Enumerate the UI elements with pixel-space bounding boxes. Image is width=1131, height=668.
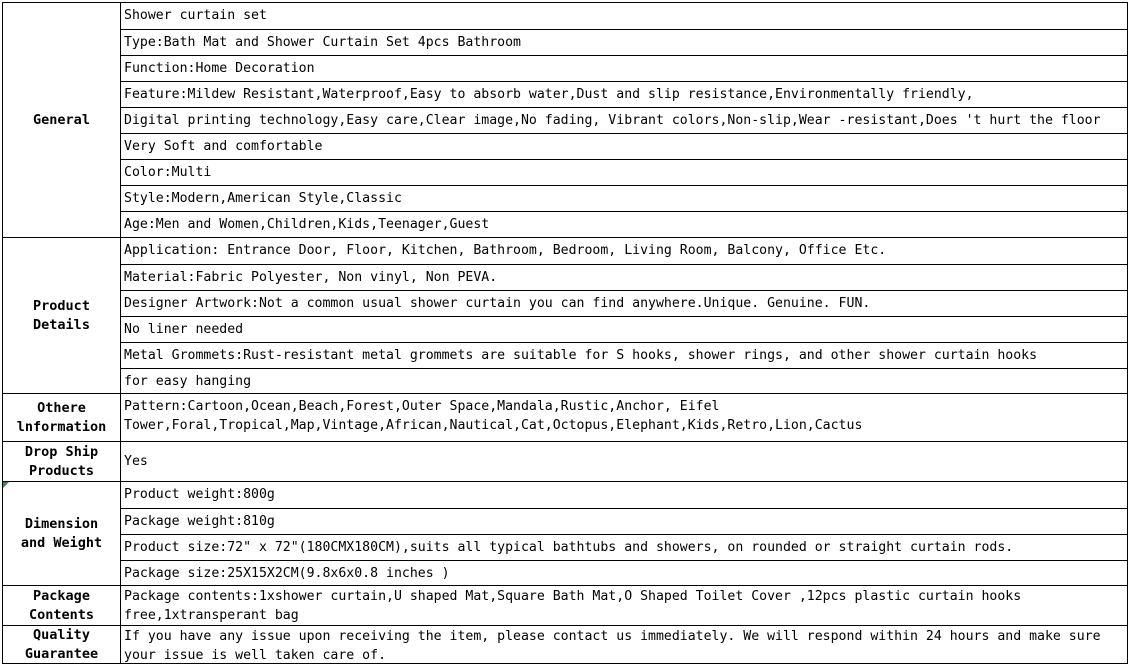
section-rows — [121, 394, 1127, 441]
spec-table — [2, 2, 1128, 664]
section-label: Dimension and Weight — [3, 482, 121, 585]
table-row: Application: Entrance Door, Floor, Kitchen, Bathroom, Bedroom, Living Room, Balcony, Office Etc. — [124, 243, 887, 258]
table-row: Package size:25X15X2CM(9.8x6x0.8 inches ) — [121, 560, 1127, 586]
section-label: Drop Ship Products — [3, 442, 121, 481]
section-label: Product Details — [3, 238, 121, 393]
table-row: Type:Bath Mat and Shower Curtain Set 4pcs Bathroom — [121, 29, 1127, 55]
section-other-information — [3, 393, 1127, 441]
section-dimension-weight — [3, 481, 1127, 585]
table-row: Color:Multi — [121, 159, 1127, 185]
table-row: for easy hanging — [121, 368, 1127, 394]
table-row: Designer Artwork:Not a common usual shower curtain you can find anywhere.Unique. Genuine. FUN. — [121, 290, 1127, 316]
section-rows — [121, 3, 1127, 237]
table-row: Style:Modern,American Style,Classic — [121, 185, 1127, 211]
section-label: Quality Guarantee — [3, 626, 121, 663]
table-row: Very Soft and comfortable — [121, 133, 1127, 159]
table-row: Package weight:810g — [121, 508, 1127, 534]
section-product-details — [3, 237, 1127, 393]
section-quality-guarantee — [3, 625, 1127, 663]
section-label: Package Contents — [3, 586, 121, 625]
section-rows — [121, 442, 1127, 481]
table-row: Function:Home Decoration — [121, 55, 1127, 81]
table-row: Shower curtain set — [124, 8, 267, 23]
section-drop-ship — [3, 441, 1127, 481]
section-label: General — [3, 3, 121, 237]
table-row: Product size:72" x 72"(180CMX180CM),suits all typical bathtubs and showers, on rounded or straight curtain rods. — [121, 534, 1127, 560]
table-row: Package contents:1xshower curtain,U shaped Mat,Square Bath Mat,O Shaped Toilet Cover ,12pcs plastic curtain hooks free,1xtransperant bag — [124, 589, 1022, 623]
section-rows — [121, 238, 1127, 393]
section-rows — [121, 626, 1127, 663]
table-row: Age:Men and Women,Children,Kids,Teenager,Guest — [121, 211, 1127, 237]
section-general — [3, 3, 1127, 237]
section-rows — [121, 586, 1127, 625]
table-row: Material:Fabric Polyester, Non vinyl, Non PEVA. — [121, 264, 1127, 290]
table-row: Metal Grommets:Rust-resistant metal grommets are suitable for S hooks, shower rings, and other shower curtain hooks — [121, 342, 1127, 368]
section-package-contents — [3, 585, 1127, 625]
table-row: If you have any issue upon receiving the item, please contact us immediately. We will respond within 24 hours and make sure your issue is well taken care of. — [124, 629, 1101, 663]
table-row: Pattern:Cartoon,Ocean,Beach,Forest,Outer Space,Mandala,Rustic,Anchor, Eifel Tower,Foral,Tropical,Map,Vintage,African,Nautical,Cat,Octopus,Elephant,Kids,Retro,Lion,Cactus — [124, 399, 863, 433]
table-row: Feature:Mildew Resistant,Waterproof,Easy to absorb water,Dust and slip resistance,Environmentally friendly, — [121, 81, 1127, 107]
table-row: Digital printing technology,Easy care,Clear image,No fading, Vibrant colors,Non-slip,Wear -resistant,Does 't hurt the floor — [121, 107, 1127, 133]
section-label: Othere lnformation — [3, 394, 121, 441]
section-rows — [121, 482, 1127, 585]
table-row: Yes — [124, 454, 148, 469]
table-row: Product weight:800g — [124, 487, 275, 502]
table-row: No liner needed — [121, 316, 1127, 342]
